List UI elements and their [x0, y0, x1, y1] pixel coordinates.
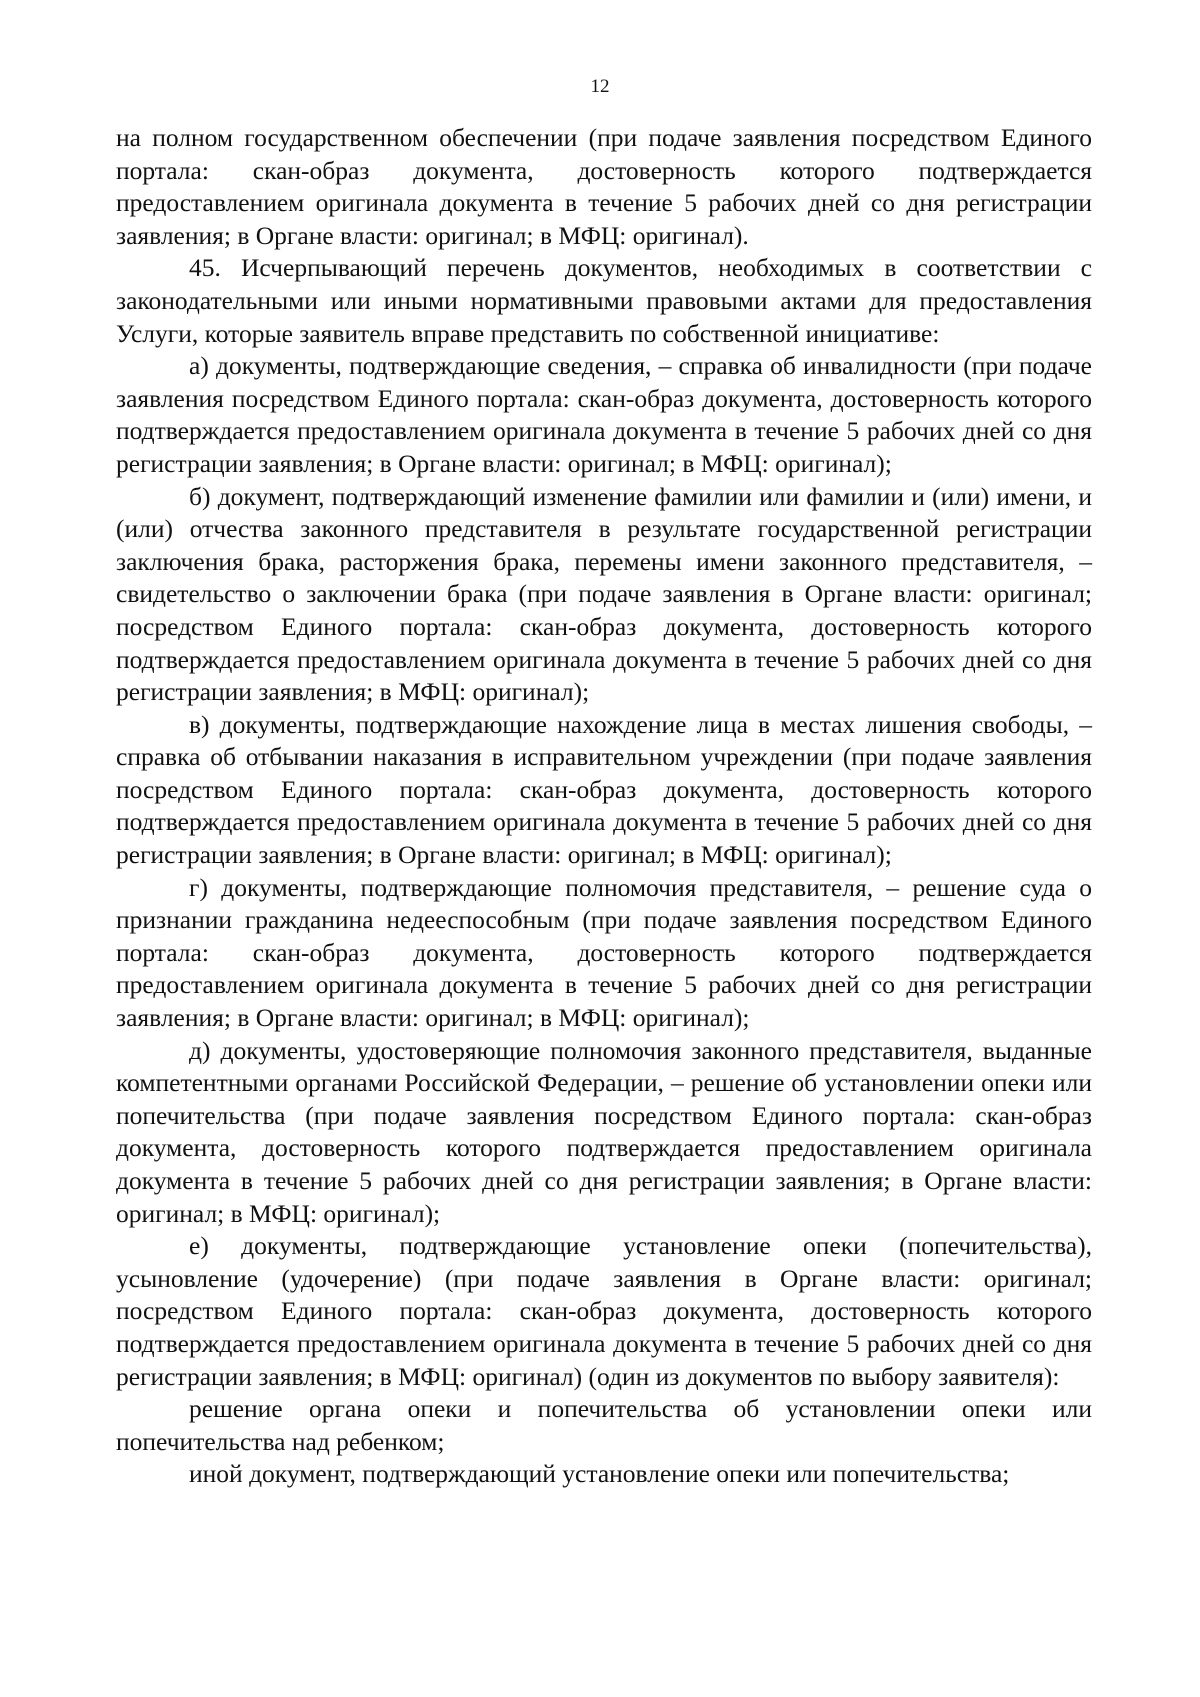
document-body — [116, 122, 1092, 1491]
paragraph: д) документы, удостоверяющие полномочия законного представителя, выданные компетентными органами Российской Федерации, – решение об установлении опеки или попечительства (при подаче заявления посредством Единого портала: скан-образ документа, достоверность которого подтверждается предоставлением оригинала документа в течение 5 рабочих дней со дня регистрации заявления; в Органе власти: оригинал; в МФЦ: оригинал); — [116, 1035, 1092, 1228]
page-number: 12 — [590, 76, 610, 97]
paragraph: г) документы, подтверждающие полномочия представителя, – решение суда о признании гражданина недееспособным (при подаче заявления посредством Единого портала: скан-образ документа, достоверность которого подтверждается предоставлением оригинала документа в течение 5 рабочих дней со дня регистрации заявления; в Органе власти: оригинал; в МФЦ: оригинал); — [116, 872, 1092, 1033]
paragraph: б) документ, подтверждающий изменение фамилии или фамилии и (или) имени, и (или) отчества законного представителя в результате государственной регистрации заключения брака, расторжения брака, перемены имени законного представителя, – свидетельство о заключении брака (при подаче заявления в Органе власти: оригинал; посредством Единого портала: скан-образ документа, достоверность которого подтверждается предоставлением оригинала документа в течение 5 рабочих дней со дня регистрации заявления; в МФЦ: оригинал); — [116, 481, 1092, 707]
paragraph: иной документ, подтверждающий установление опеки или попечительства; — [189, 1459, 1010, 1489]
paragraph: на полном государственном обеспечении (при подаче заявления посредством Единого портала: скан-образ документа, достоверность которого подтверждается предоставлением оригинала документа в течение 5 рабочих дней со дня регистрации заявления; в Органе власти: оригинал; в МФЦ: оригинал). — [116, 123, 1092, 250]
paragraph: 45. Исчерпывающий перечень документов, необходимых в соответствии с законодательными или иными нормативными правовыми актами для предоставления Услуги, которые заявитель вправе представить по собственной инициативе: — [116, 253, 1092, 348]
paragraph: а) документы, подтверждающие сведения, – справка об инвалидности (при подаче заявления посредством Единого портала: скан-образ документа, достоверность которого подтверждается предоставлением оригинала документа в течение 5 рабочих дней со дня регистрации заявления; в Органе власти: оригинал; в МФЦ: оригинал); — [116, 351, 1092, 478]
paragraph: в) документы, подтверждающие нахождение лица в местах лишения свободы, – справка об отбывании наказания в исправительном учреждении (при подаче заявления посредством Единого портала: скан-образ документа, достоверность которого подтверждается предоставлением оригинала документа в течение 5 рабочих дней со дня регистрации заявления; в Органе власти: оригинал; в МФЦ: оригинал); — [116, 709, 1092, 870]
paragraph: е) документы, подтверждающие установление опеки (попечительства), усыновление (удочерение) (при подаче заявления в Органе власти: оригинал; посредством Единого портала: скан-образ документа, достоверность которого подтверждается предоставлением оригинала документа в течение 5 рабочих дней со дня регистрации заявления; в МФЦ: оригинал) (один из документов по выбору заявителя): — [116, 1231, 1092, 1391]
paragraph: решение органа опеки и попечительства об установлении опеки или попечительства над ребенком; — [116, 1394, 1092, 1456]
